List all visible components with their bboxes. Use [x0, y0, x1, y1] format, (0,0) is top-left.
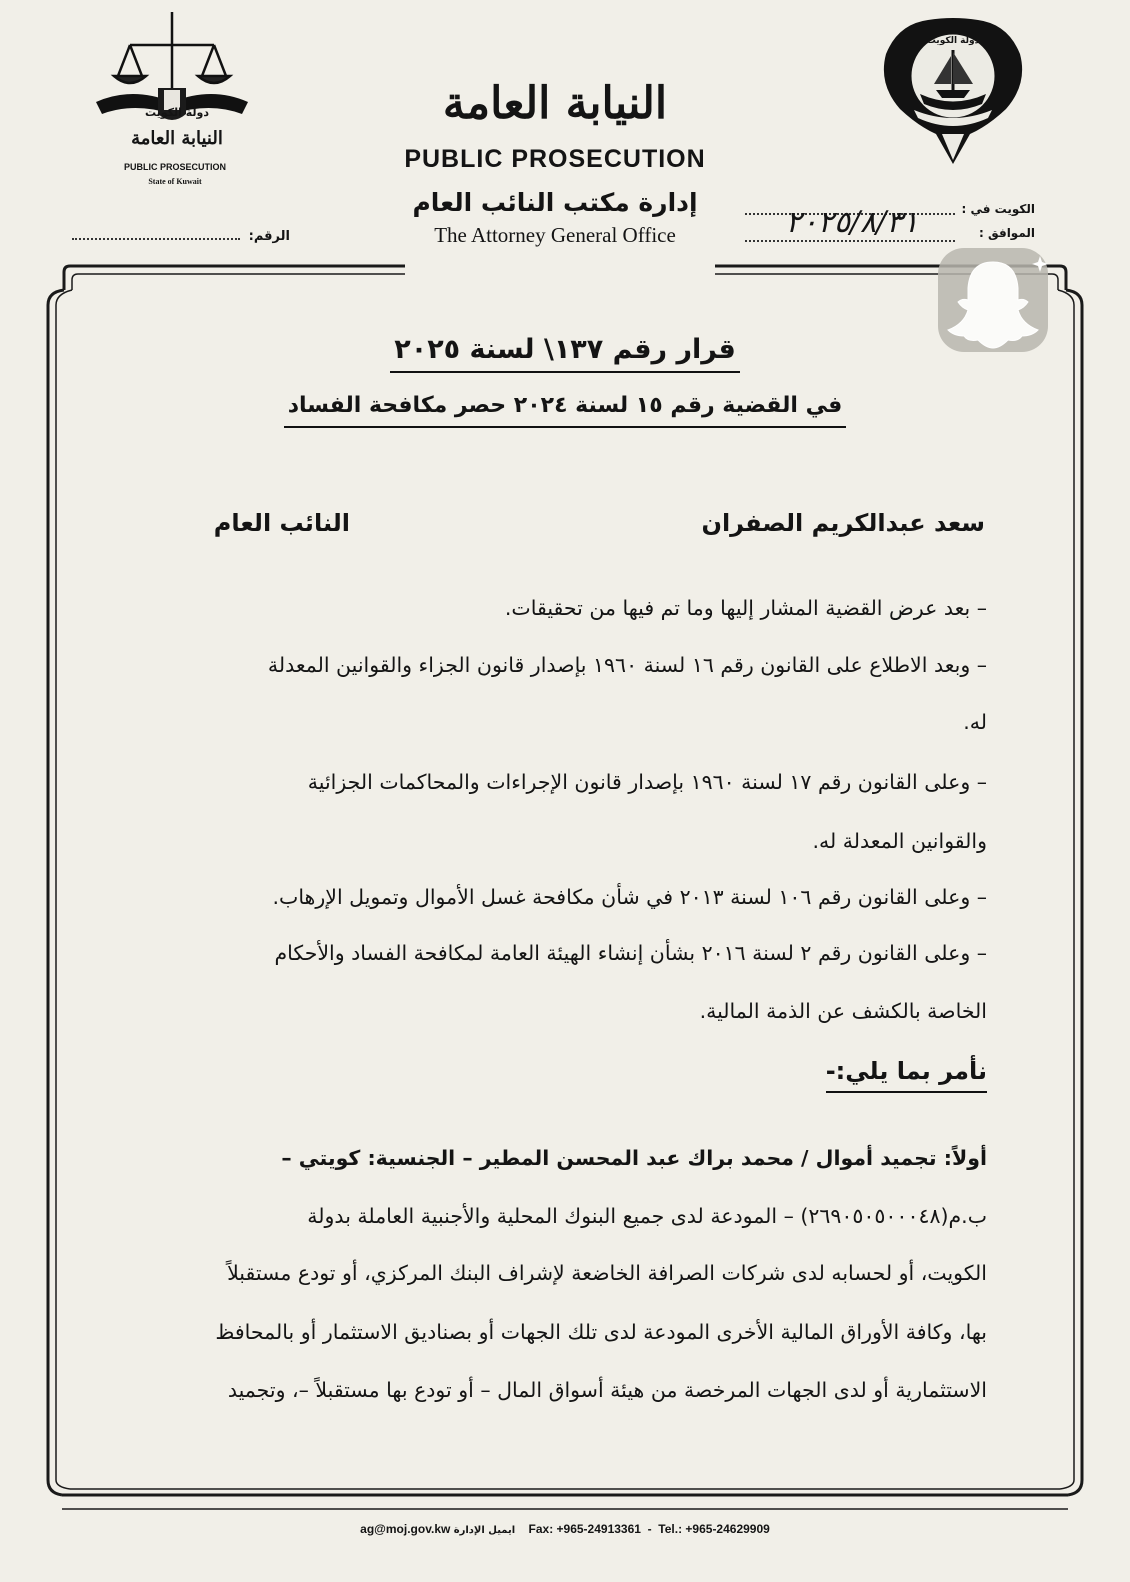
issuer-title: النائب العام	[213, 509, 350, 537]
reference-label: الرقم:	[248, 229, 290, 244]
footer-fax: Fax: +965-24913361	[528, 1522, 641, 1536]
emblem-state-en: State of Kuwait	[148, 177, 202, 186]
header-title-ar: النيابة العامة	[442, 78, 668, 129]
emblem-name-ar: النيابة العامة	[131, 128, 223, 149]
body-line: الخاصة بالكشف عن الذمة المالية.	[699, 999, 987, 1023]
order-line: أولاً: تجميد أموال / محمد براك عبد المحسن المطير – الجنسية: كويتي –	[281, 1146, 987, 1170]
emblem-name-en: PUBLIC PROSECUTION	[123, 162, 226, 172]
body-line: – وعلى القانون رقم ٢ لسنة ٢٠١٦ بشأن إنشاء الهيئة العامة لمكافحة الفساد والأحكام	[274, 941, 987, 965]
header-office-ar: إدارة مكتب النائب العام	[412, 188, 698, 217]
footer-email: ag@moj.gov.kw	[360, 1522, 451, 1536]
kuwait-emblem	[878, 14, 1028, 169]
order-title: نأمر بما يلي:-	[587, 1057, 987, 1085]
footer-email-label: ايميل الإدارة	[453, 1525, 516, 1536]
footer-contacts: ag@moj.gov.kw ايميل الإدارة Fax: +965-24913361 - Tel.: +965-24629909	[360, 1522, 770, 1536]
header-office-en: The Attorney General Office	[434, 223, 676, 247]
date-dotted-line-2	[745, 240, 955, 242]
body-line: له.	[963, 710, 987, 734]
footer-tel: Tel.: +965-24629909	[658, 1522, 770, 1536]
order-line: ب.م(٢٦٩٠٥٠٥٠٠٠٤٨) – المودعة لدى جميع البنوك المحلية والأجنبية العاملة بدولة	[307, 1204, 987, 1228]
reference-dotted-line	[72, 238, 240, 240]
case-line: في القضية رقم ١٥ لسنة ٢٠٢٤ حصر مكافحة الفساد	[150, 393, 980, 418]
order-line: الكويت، أو لحسابه لدى شركات الصرافة الخاضعة لإشراف البنك المركزي، أو تودع مستقبلاً	[227, 1261, 987, 1285]
emblem-state-ar: دولة الكويت	[144, 106, 210, 119]
header-title-en: PUBLIC PROSECUTION	[404, 145, 706, 173]
order-line: الاستثمارية أو لدى الجهات المرخصة من هيئة أسواق المال – أو تودع بها مستقبلاً –، وتجميد	[227, 1378, 987, 1402]
order-line: بها، وكافة الأوراق المالية الأخرى المودعة لدى تلك الجهات أو بصناديق الاستثمار أو بالمحافظ	[215, 1320, 987, 1344]
kuwait-date-label: الكويت في :	[961, 202, 1035, 216]
body-line: – وبعد الاطلاع على القانون رقم ١٦ لسنة ١٩٦٠ بإصدار قانون الجزاء والقوانين المعدلة	[267, 653, 987, 677]
decision-title: قرار رقم ١٣٧\ لسنة ٢٠٢٥	[150, 334, 980, 365]
body-line: – بعد عرض القضية المشار إليها وما تم فيها من تحقيقات.	[504, 596, 987, 620]
issuer-name: سعد عبدالكريم الصفران	[701, 509, 985, 537]
body-line: والقوانين المعدلة له.	[812, 829, 987, 853]
body-line: – وعلى القانون رقم ١٠٦ لسنة ٢٠١٣ في شأن مكافحة غسل الأموال وتمويل الإرهاب.	[272, 885, 987, 909]
handwritten-date: ٢٠٢٥/٨/٣١	[785, 205, 919, 240]
body-line: – وعلى القانون رقم ١٧ لسنة ١٩٦٠ بإصدار قانون الإجراءات والمحاكمات الجزائية	[307, 770, 987, 794]
emblem-text-ar: دولة الكويت	[926, 36, 980, 46]
corresponding-date-label: الموافق :	[979, 226, 1035, 240]
